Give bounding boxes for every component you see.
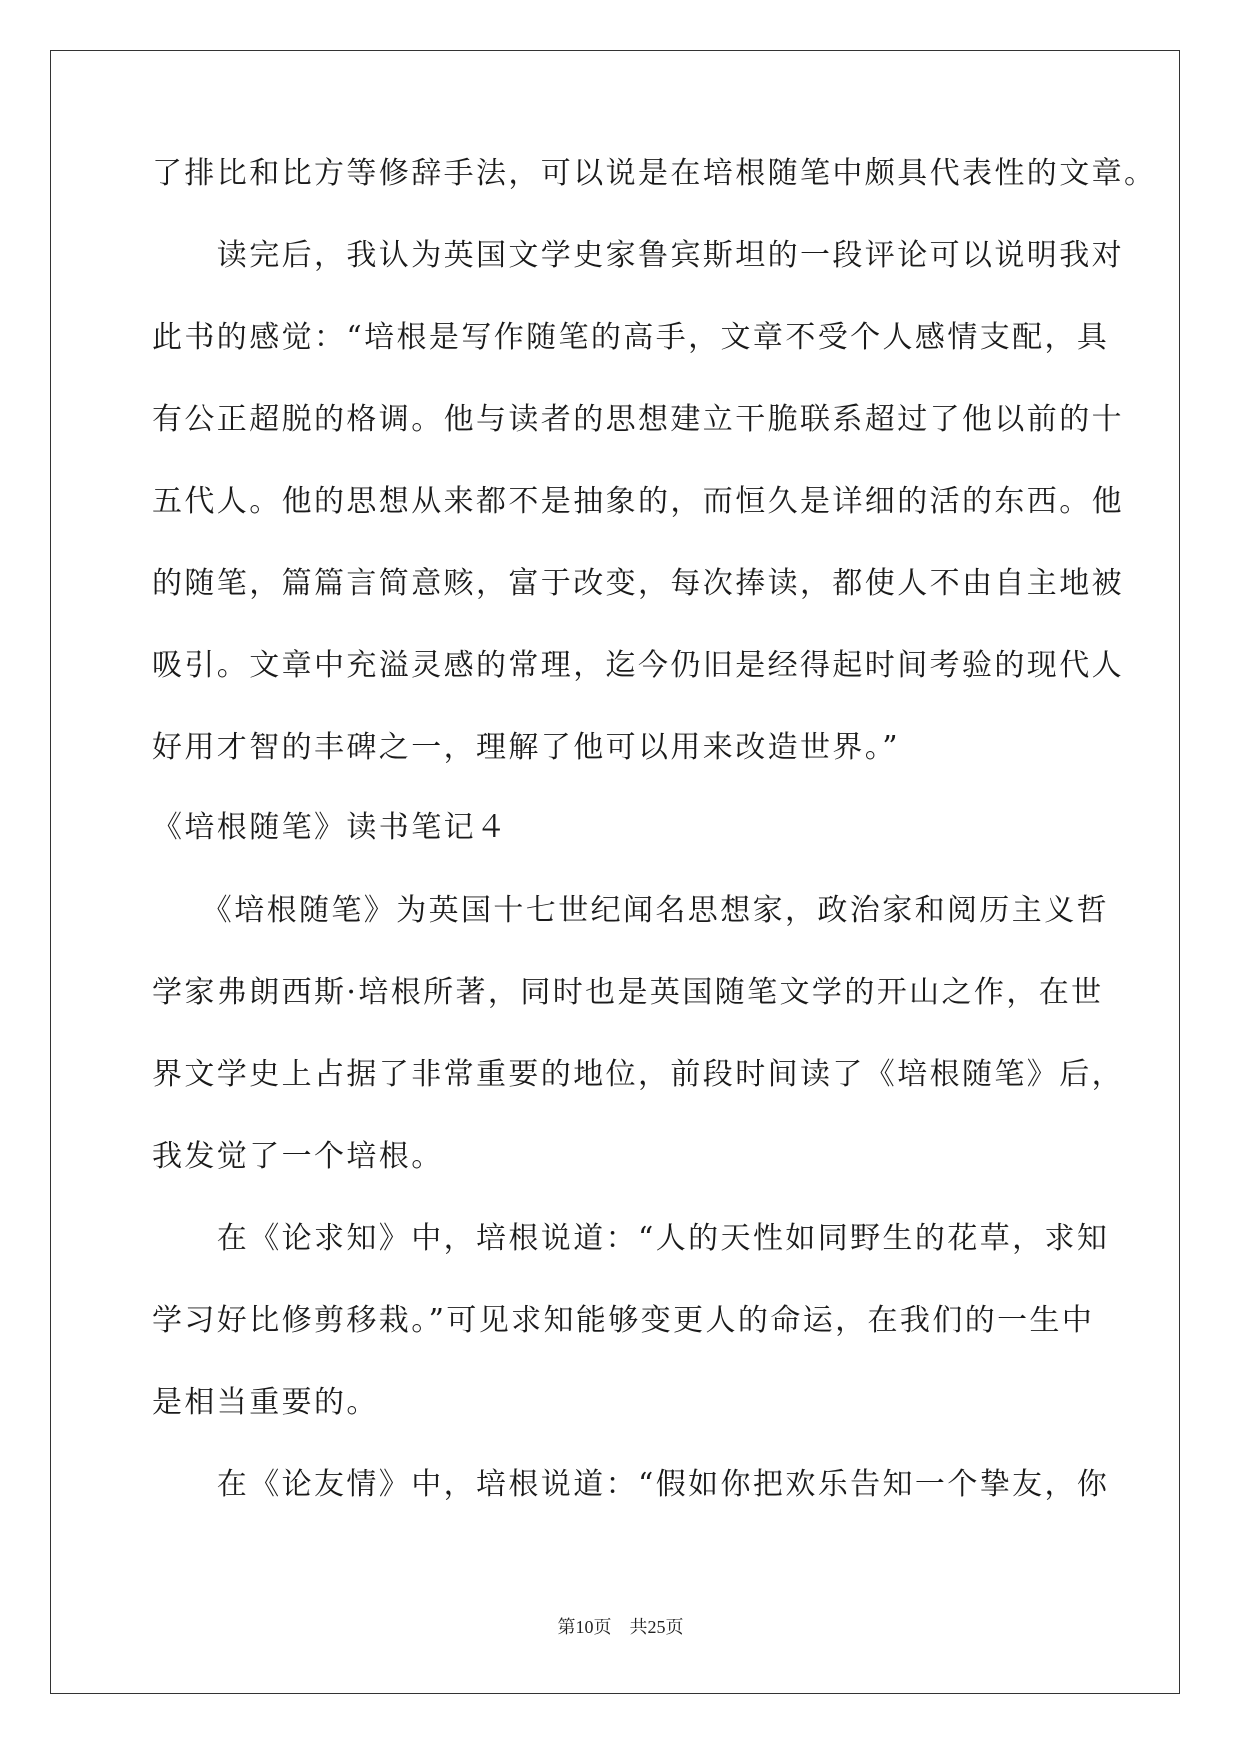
text-line: 了排比和比方等修辞手法，可以说是在培根随笔中颇具代表性的文章。 (152, 156, 1157, 191)
text-line: 在《论求知》中，培根说道：“人的天性如同野生的花草，求知 (152, 1221, 1110, 1256)
text-line: 《培根随笔》为英国十七世纪闻名思想家，政治家和阅历主义哲 (152, 893, 1109, 928)
text-line: 此书的感觉：“培根是写作随笔的高手，文章不受个人感情支配，具 (152, 320, 1110, 355)
text-line: 我发觉了一个培根。 (152, 1139, 444, 1174)
section-heading: 《培根随笔》读书笔记４ (152, 810, 509, 845)
text-line: 五代人。他的思想从来都不是抽象的，而恒久是详细的活的东西。他 (152, 484, 1124, 519)
text-line: 学家弗朗西斯·培根所著，同时也是英国随笔文学的开山之作，在世 (152, 975, 1104, 1010)
text-line: 读完后，我认为英国文学史家鲁宾斯坦的一段评论可以说明我对 (152, 238, 1124, 273)
text-line: 学习好比修剪移栽。”可见求知能够变更人的命运，在我们的一生中 (152, 1303, 1095, 1338)
page-number-footer: 第10页 共25页 (557, 1617, 684, 1637)
text-line: 在《论友情》中，培根说道：“假如你把欢乐告知一个挚友，你 (152, 1467, 1110, 1502)
text-line: 的随笔，篇篇言简意赅，富于改变，每次捧读，都使人不由自主地被 (152, 566, 1124, 601)
page-border (50, 50, 1180, 1694)
text-line: 有公正超脱的格调。他与读者的思想建立干脆联系超过了他以前的十 (152, 402, 1124, 437)
text-line: 界文学史上占据了非常重要的地位，前段时间读了《培根随笔》后， (152, 1057, 1124, 1092)
text-line: 好用才智的丰碑之一，理解了他可以用来改造世界。” (152, 730, 900, 765)
text-line: 吸引。文章中充溢灵感的常理，迄今仍旧是经得起时间考验的现代人 (152, 648, 1124, 683)
text-line: 是相当重要的。 (152, 1385, 379, 1420)
